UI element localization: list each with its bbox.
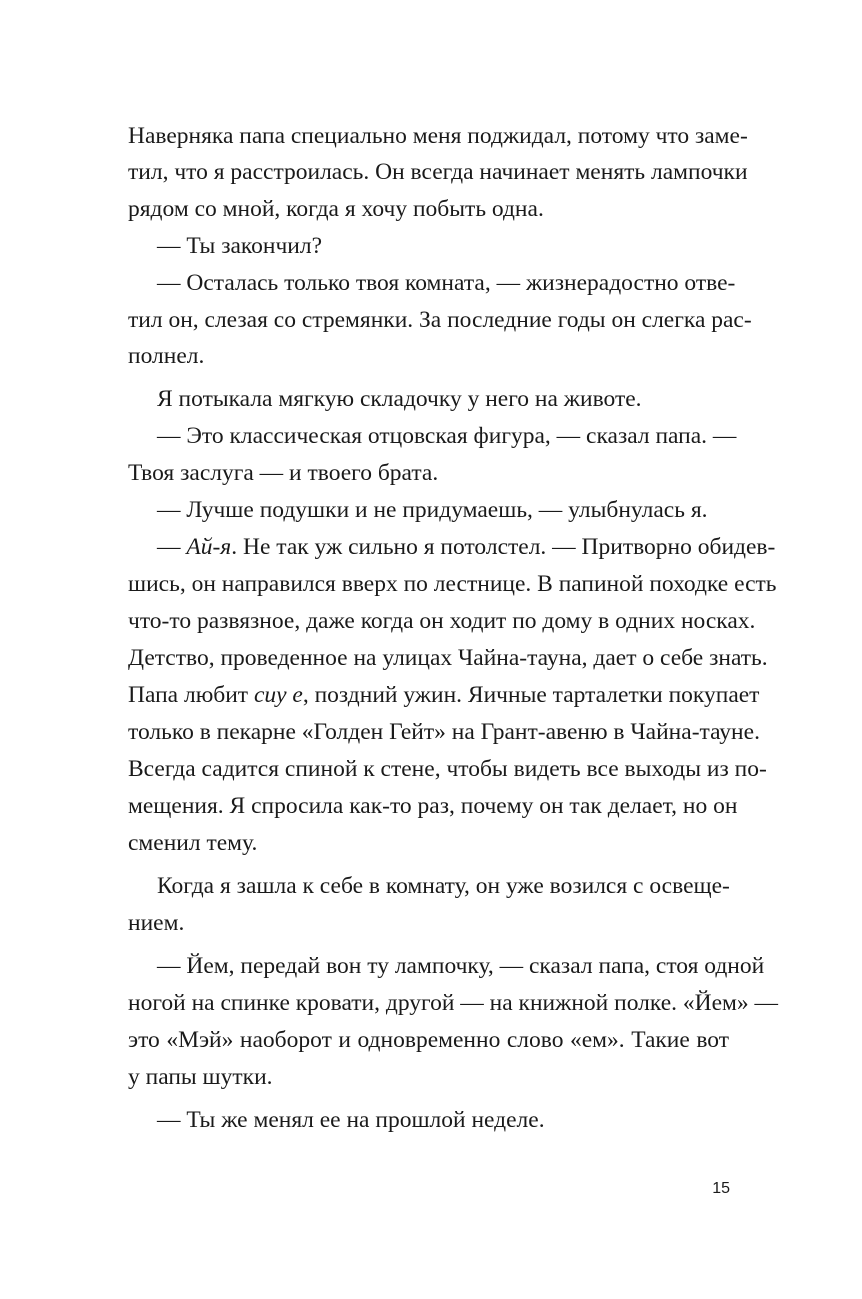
text-line: сменил тему. xyxy=(128,830,258,856)
text-line: Детство, проведенное на улицах Чайна-тауна, дает о себе знать. xyxy=(128,645,768,671)
text-line: нием. xyxy=(128,910,185,936)
text-line: Наверняка папа специально меня поджидал, потому что заме- xyxy=(128,123,748,149)
page-number: 15 xyxy=(712,1180,730,1197)
text-line: шись, он направился вверх по лестнице. В папиной походке есть xyxy=(128,571,777,597)
text-line: — Йем, передай вон ту лампочку, — сказал папа, стоя одной xyxy=(157,953,765,979)
text-line: только в пекарне «Голден Гейт» на Грант-авеню в Чайна-тауне. xyxy=(128,719,760,745)
text-line: что-то развязное, даже когда он ходит по дому в одних носках. xyxy=(128,608,756,634)
text-line: мещения. Я спросила как-то раз, почему он так делает, но он xyxy=(128,793,738,819)
text-line: Я потыкала мягкую складочку у него на животе. xyxy=(157,386,642,412)
text-line: Всегда садится спиной к стене, чтобы видеть все выходы из по- xyxy=(128,756,767,782)
text-line: — Лучше подушки и не придумаешь, — улыбнулась я. xyxy=(157,497,708,523)
text-line: Папа любит сиу е, поздний ужин. Яичные тарталетки покупает xyxy=(128,682,760,708)
text-line: рядом со мной, когда я хочу побыть одна. xyxy=(128,196,544,222)
text-line: у папы шутки. xyxy=(128,1064,273,1090)
text-line: — Ай-я. Не так уж сильно я потолстел. — Притворно обидев- xyxy=(157,534,776,560)
text-line: полнел. xyxy=(128,343,205,369)
text-line: это «Мэй» наоборот и одновременно слово «ем». Такие вот xyxy=(128,1027,729,1053)
text-line: — Осталась только твоя комната, — жизнерадостно отве- xyxy=(157,270,736,296)
text-line: — Ты же менял ее на прошлой неделе. xyxy=(157,1107,545,1133)
text-line: Твоя заслуга — и твоего брата. xyxy=(128,460,439,486)
text-line: тил, что я расстроилась. Он всегда начинает менять лампочки xyxy=(128,159,748,185)
text-line: ногой на спинке кровати, другой — на книжной полке. «Йем» — xyxy=(128,990,779,1016)
text-line: тил он, слезая со стремянки. За последние годы он слегка рас- xyxy=(128,307,752,333)
text-line: — Это классическая отцовская фигура, — сказал папа. — xyxy=(157,423,737,449)
text-line: — Ты закончил? xyxy=(157,233,323,259)
text-line: Когда я зашла к себе в комнату, он уже возился с освеще- xyxy=(157,873,730,899)
